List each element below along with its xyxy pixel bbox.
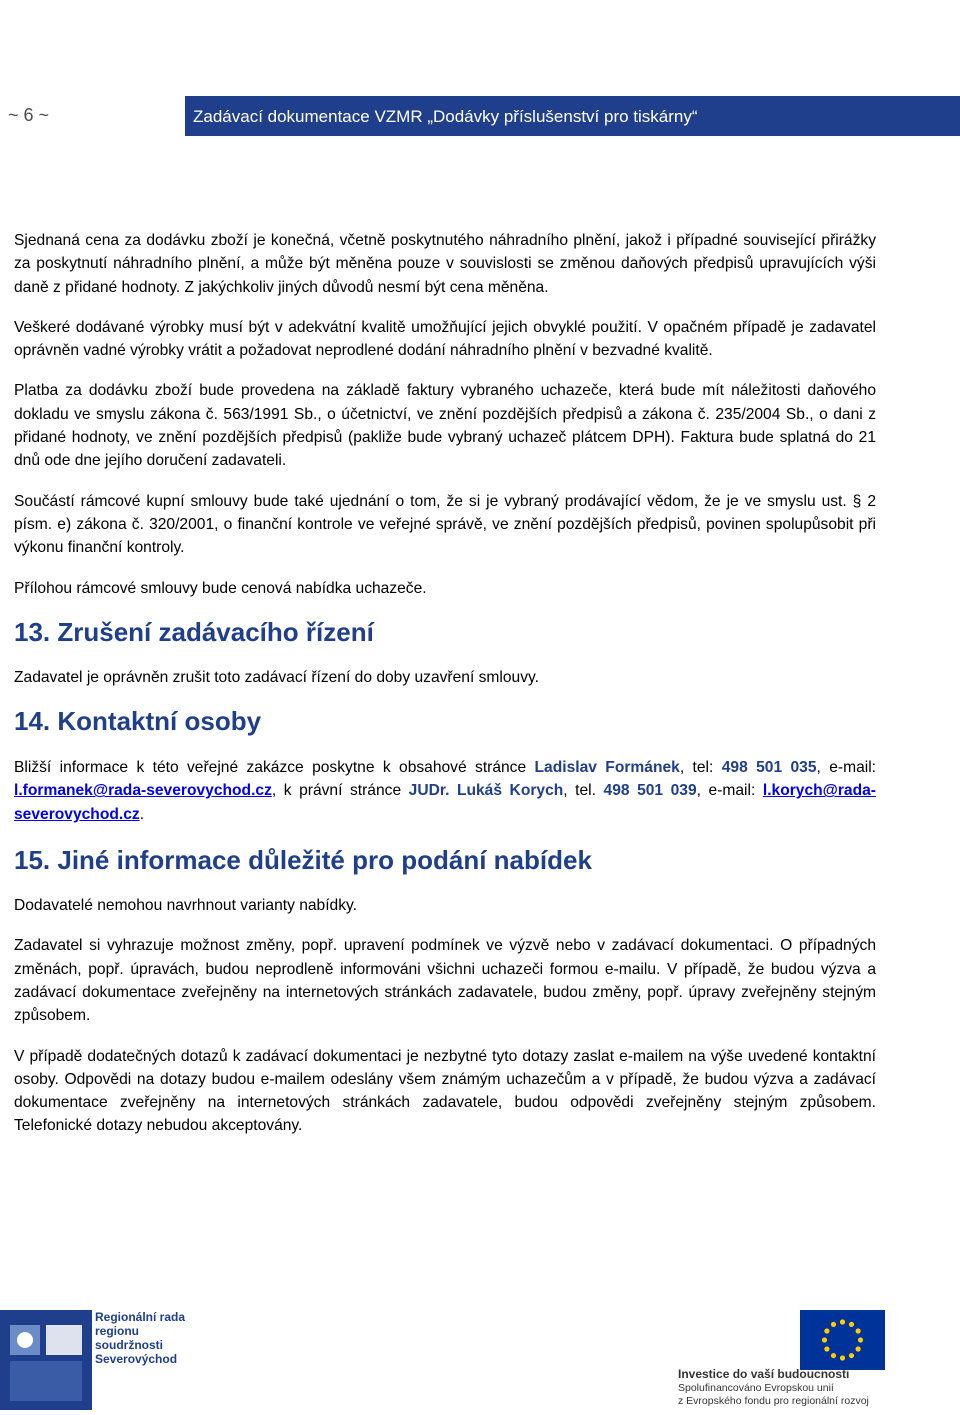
paragraph-quality: Veškeré dodávané výrobky musí být v adekvátní kvalitě umožňující jejich obvyklé použití. V opačném případě je zadavatel oprávněn vadné výrobky vrátit a požadovat neprodlené dodání náhradního plnění v bezvadné kvalitě. [14,318,876,360]
page-number: ~ 6 ~ [8,105,50,125]
eu-fund-text: z Evropského fondu pro regionální rozvoj [678,1395,869,1407]
document-title: Zadávací dokumentace VZMR „Dodávky příslušenství pro tiskárny“ [193,107,698,126]
contact-phone-formanek: 498 501 035 [721,759,817,777]
section-15-variants: Dodavatelé nemohou navrhnout varianty nabídky. [14,897,357,915]
email-link-formanek[interactable]: l.formanek@rada-severovychod.cz [14,782,272,800]
paragraph-payment: Platba za dodávku zboží bude provedena na základě faktury vybraného uchazeče, která bude mít náležitosti daňového dokladu ve smyslu zákona č. 563/1991 Sb., o účetnictví, ve znění pozdějších předpisů a zákona č. 235/2004 Sb., o dani z přidané hodnoty, ve znění pozdějších předpisů (pakliže bude vybraný uchazeč plátcem DPH). Faktura bude splatná do 21 dnů ode dne jejího doručení zadavateli. [14,382,876,470]
section-heading-13: 13. Zrušení zadávacího řízení [14,616,374,647]
contact-text: , tel: [679,759,722,777]
eu-star-icon [849,1322,854,1327]
paragraph-financial-control: Součástí rámcové kupní smlouvy bude také ujednání o tom, že si je vybraný prodávající vědom, že je ve smyslu ust. § 2 písm. e) zákona č. 320/2001, o finanční kontrole ve veřejné správě, ve znění pozdějších předpisů, povinen spolupůsobit při výkonu finanční kontroly. [14,492,876,557]
section-15-questions: V případě dodatečných dotazů k zadávací dokumentaci je nezbytné tyto dotazy zaslat e-mailem na výše uvedené kontaktní osoby. Odpovědi na dotazy budou e-mailem odeslány všem známým uchazečům a v případě, že budou výzva a zadávací dokumentace zveřejněny na internetových stránkách zadavatele, budou odpovědi zveřejněny stejným způsobem. Telefonické dotazy nebudou akceptovány. [14,1047,876,1135]
eu-star-icon [824,1328,829,1333]
eu-star-icon [824,1346,829,1351]
header-title-bar [185,96,960,136]
eu-star-icon [855,1328,860,1333]
section-15-changes: Zadavatel si vyhrazuje možnost změny, popř. upravení podmínek ve výzvě nebo v zadávací dokumentaci. O případných změnách, popř. úpravách, budou neprodleně informováni všichni uchazeči formou e-mailu. V případě, že budou výzva a zadávací dokumentace zveřejněny na internetových stránkách zadavatele, budou změny, popř. úpravy zveřejněny stejným způsobem. [14,937,876,1025]
eu-slogan: Investice do vaší budoucnosti [678,1367,850,1381]
section-13-text: Zadavatel je oprávněn zrušit toto zadávací řízení do doby uzavření smlouvy. [14,668,539,686]
section-14-contacts [14,756,876,826]
eu-cofinanced-text: Spolufinancováno Evropskou unií [678,1382,834,1394]
contact-text: Bližší informace k této veřejné zakázce poskytne k obsahové stránce [14,759,535,777]
eu-star-icon [858,1337,863,1342]
contact-text: , k právní stránce [271,782,409,800]
eu-star-icon [831,1353,836,1358]
contact-text: . [139,805,145,823]
contact-text: , e-mail: [696,782,763,800]
paragraph-price: Sjednaná cena za dodávku zboží je konečná, včetně poskytnutého náhradního plnění, jakož i případné související přirážky za poskytnutí náhradního plnění, a může být měněna pouze v souvislosti se změnou daňových předpisů upravujících výši daně z přidané hodnoty. Z jakýchkoliv jiných důvodů nesmí být cena měněna. [14,232,876,296]
eu-star-icon [855,1346,860,1351]
contact-name-korych: JUDr. Lukáš Korych [408,782,564,800]
eu-funding-note [678,1367,898,1408]
paragraph-attachment: Přílohou rámcové smlouvy bude cenová nabídka uchazeče. [14,579,427,597]
eu-star-icon [831,1322,836,1327]
eu-star-icon [840,1319,845,1324]
contact-phone-korych: 498 501 039 [603,782,697,800]
document-body [14,229,876,1138]
regional-council-logo-text: Regionální rada regionu soudržnosti Severovýchod [95,1310,186,1366]
eu-star-icon [849,1353,854,1358]
eu-flag-icon [800,1310,885,1370]
contact-text: , tel. [563,782,604,800]
eu-star-icon [822,1337,827,1342]
eu-star-icon [840,1355,845,1360]
contact-text: , e-mail: [816,759,877,777]
contact-name-formanek: Ladislav Formánek [534,759,680,777]
section-heading-15: 15. Jiné informace důležité pro podání nabídek [14,845,592,876]
section-heading-14: 14. Kontaktní osoby [14,706,262,737]
email-link-korych[interactable]: l.korych@rada-severovychod.cz [14,782,876,823]
page-header [0,96,960,136]
